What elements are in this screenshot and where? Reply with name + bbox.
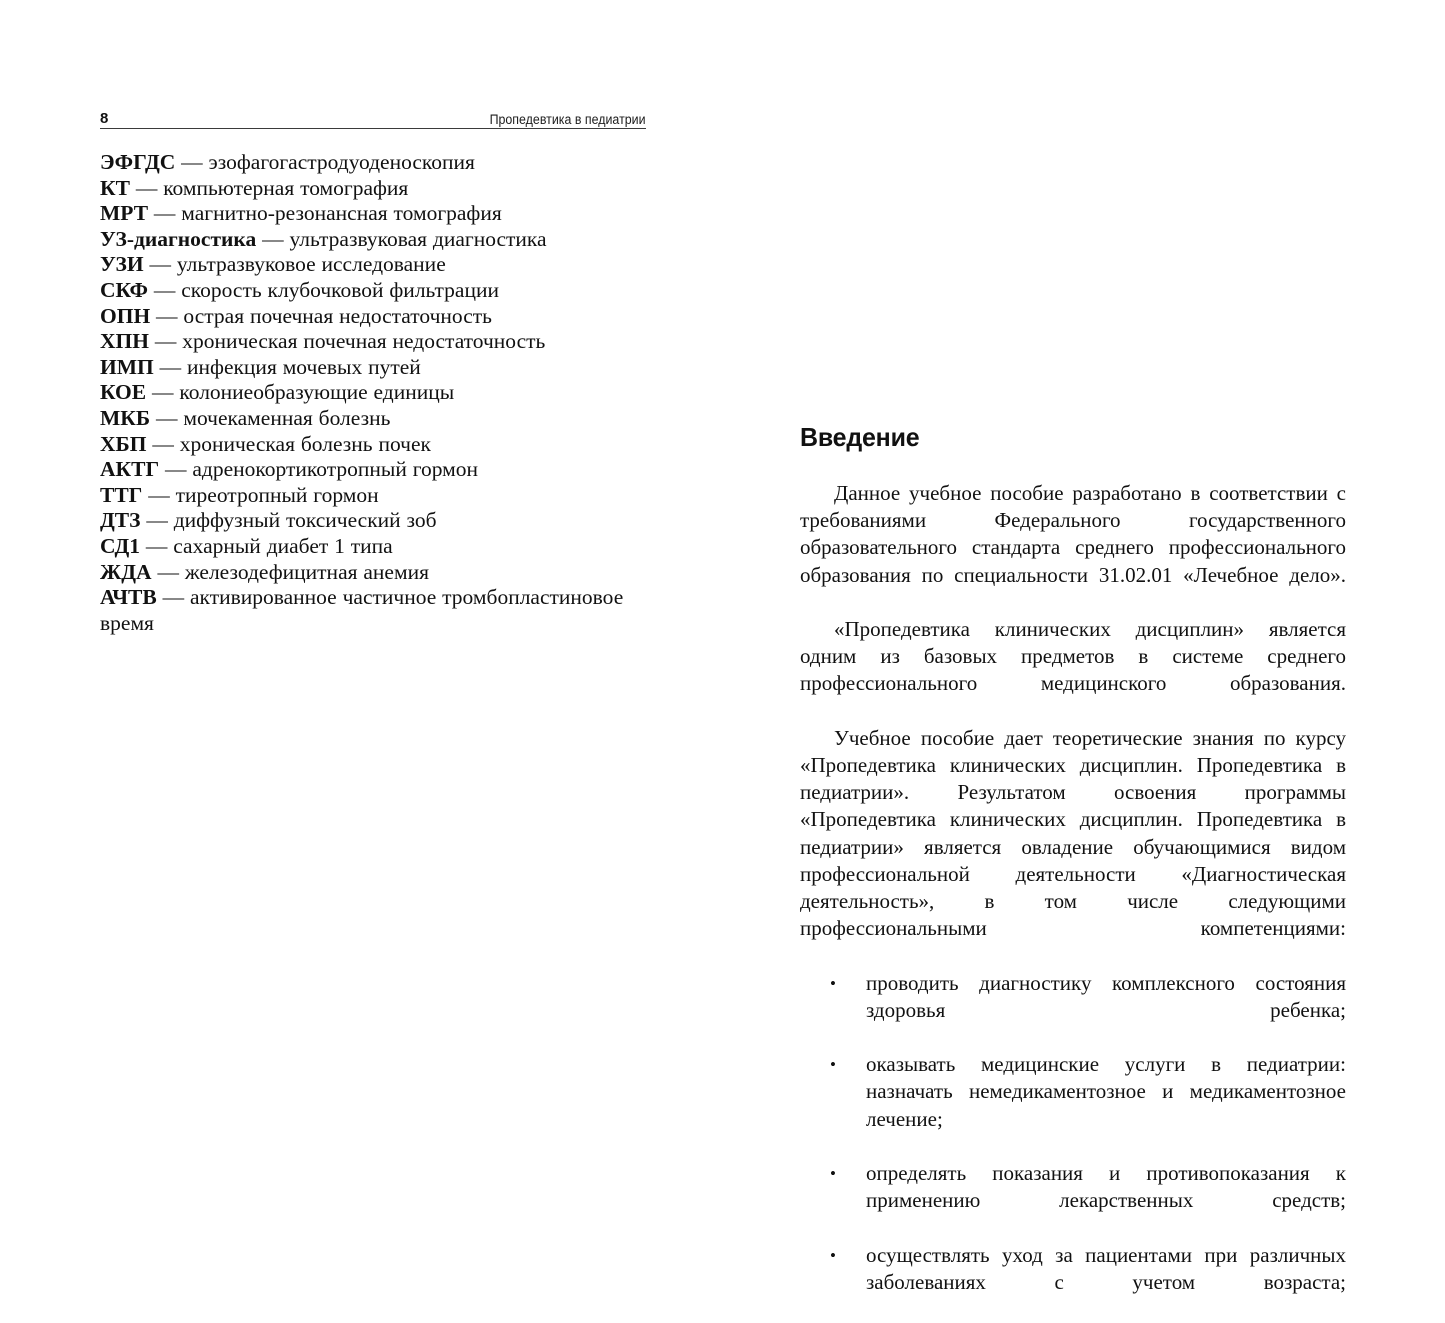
- abbreviation-term: АКТГ: [100, 457, 160, 482]
- abbreviation-definition: железодефицитная анемия: [184, 559, 429, 584]
- abbreviation-dash: —: [140, 533, 174, 558]
- abbreviation-definition: диффузный токсический зоб: [173, 508, 437, 533]
- abbreviation-entry: [100, 278, 646, 304]
- abbreviation-entry: [100, 176, 646, 202]
- abbreviation-dash: —: [175, 150, 209, 174]
- abbreviation-entry: [100, 355, 646, 381]
- abbreviation-definition: ультразвуковое исследование: [176, 252, 446, 277]
- abbreviation-dash: —: [129, 175, 164, 200]
- abbreviation-term: ХБП: [100, 431, 147, 456]
- abbreviation-definition: острая почечная недостаточность: [183, 303, 492, 328]
- abbreviation-definition: эзофагогастродуоденоскопия: [208, 150, 475, 174]
- abbreviation-term: АЧТВ: [100, 585, 157, 610]
- abbreviation-entry: [100, 534, 646, 560]
- abbreviation-definition: колониеобразующие единицы: [179, 380, 455, 405]
- abbreviation-term: МРТ: [100, 201, 149, 226]
- competency-list: [800, 970, 1346, 1323]
- abbreviation-entry: [100, 432, 646, 458]
- abbreviation-dash: —: [151, 559, 185, 584]
- abbreviation-dash: —: [142, 482, 176, 507]
- abbreviation-definition: хроническая болезнь почек: [179, 431, 431, 456]
- introduction-paragraph: Учебное пособие дает теоретические знания по курсу «Пропедевтика клинических дисциплин. Пропедевтика в педиатрии». Результатом освоения программы «Пропедевтика клинических дисциплин. Пропедевтика в педиатрии» является овладение обучающимися видом профессиональной деятельности «Диагностическая деятельность», в том числе следующими профессиональными компетенциями:: [800, 725, 1346, 941]
- abbreviation-dash: —: [153, 354, 187, 379]
- abbreviation-entry: [100, 406, 646, 432]
- abbreviation-dash: —: [146, 431, 180, 456]
- introduction-paragraph: «Пропедевтика клинических дисциплин» является одним из базовых предметов в системе среднего профессионального медицинского образования.: [800, 617, 1346, 696]
- abbreviation-definition: компьютерная томография: [163, 175, 409, 200]
- running-title: Пропедевтика в педиатрии: [490, 111, 646, 127]
- abbreviation-dash: —: [150, 405, 184, 430]
- abbreviation-entry: [100, 227, 646, 253]
- abbreviation-term: ИМП: [100, 354, 154, 379]
- abbreviation-term: СКФ: [100, 277, 148, 302]
- abbreviation-term: ТТГ: [100, 482, 143, 507]
- abbreviation-dash: —: [146, 380, 180, 405]
- abbreviation-entry: [100, 560, 646, 586]
- abbreviation-term: УЗ-диагностика: [100, 226, 257, 251]
- abbreviation-definition: активированное частичное тромбопластиновое время: [100, 585, 624, 635]
- abbreviation-term: ЖДА: [100, 559, 152, 584]
- abbreviation-entry: [100, 201, 646, 227]
- introduction-paragraph: Данное учебное пособие разработано в соответствии с требованиями Федерального государственного образовательного стандарта среднего профессионального образования по специальности 31.02.01 «Лечебное дело».: [800, 481, 1346, 587]
- abbreviation-definition: скорость клубочковой фильтрации: [181, 277, 499, 302]
- abbreviation-dash: —: [150, 303, 184, 328]
- abbreviation-term: КТ: [100, 175, 130, 200]
- abbreviation-dash: —: [148, 329, 183, 354]
- abbreviation-dash: —: [143, 252, 177, 277]
- abbreviation-entry: [100, 329, 646, 355]
- abbreviation-definition: мочекаменная болезнь: [183, 405, 391, 430]
- abbreviation-definition: тиреотропный гормон: [175, 482, 379, 507]
- abbreviation-entry: [100, 252, 646, 278]
- abbreviation-term: СД1: [100, 533, 140, 558]
- introduction-body: [800, 480, 1346, 1323]
- competency-item: • оказывать медицинские услуги в педиатрии: назначать немедикаментозное и медикаментозное лечение;: [800, 1051, 1346, 1160]
- abbreviation-entry: [100, 380, 646, 406]
- abbreviation-definition: магнитно-резонансная томография: [181, 201, 502, 226]
- abbreviation-term: МКБ: [100, 405, 151, 430]
- abbreviation-term: КОЕ: [100, 380, 147, 405]
- abbreviation-entry: [100, 457, 646, 483]
- competency-item: • проводить диагностику комплексного состояния здоровья ребенка;: [800, 970, 1346, 1052]
- abbreviation-definition: адренокортикотропный гормон: [192, 457, 479, 482]
- abbreviation-term: УЗИ: [100, 252, 144, 277]
- abbreviation-dash: —: [156, 585, 190, 610]
- running-header: [100, 100, 646, 129]
- page-number: 8: [100, 110, 109, 127]
- abbreviation-entry: [100, 150, 646, 176]
- abbreviation-term: ЭФГДС: [100, 150, 176, 174]
- abbreviation-dash: —: [148, 201, 182, 226]
- abbreviation-definition: сахарный диабет 1 типа: [173, 533, 393, 558]
- abbreviation-definition: инфекция мочевых путей: [187, 354, 421, 379]
- abbreviation-dash: —: [140, 508, 174, 533]
- abbreviation-entry: [100, 585, 646, 636]
- abbreviation-dash: —: [256, 226, 290, 251]
- abbreviation-definition: хроническая почечная недостаточность: [182, 329, 546, 354]
- competency-item: • осуществлять уход за пациентами при различных заболеваниях с учетом возраста;: [800, 1242, 1346, 1323]
- abbreviation-dash: —: [159, 457, 193, 482]
- abbreviation-term: ХПН: [100, 329, 149, 354]
- abbreviation-list: [100, 150, 646, 636]
- introduction-paragraphs: [800, 480, 1346, 970]
- left-page: [100, 100, 646, 636]
- abbreviation-definition: ультразвуковая диагностика: [289, 226, 547, 251]
- abbreviation-entry: [100, 304, 646, 330]
- abbreviation-term: ОПН: [100, 303, 151, 328]
- abbreviation-entry: [100, 508, 646, 534]
- section-heading-introduction: Введение: [800, 422, 920, 452]
- abbreviation-term: ДТЗ: [100, 508, 141, 533]
- abbreviation-dash: —: [148, 277, 182, 302]
- abbreviation-entry: [100, 483, 646, 509]
- competency-item: • определять показания и противопоказания к применению лекарственных средств;: [800, 1160, 1346, 1242]
